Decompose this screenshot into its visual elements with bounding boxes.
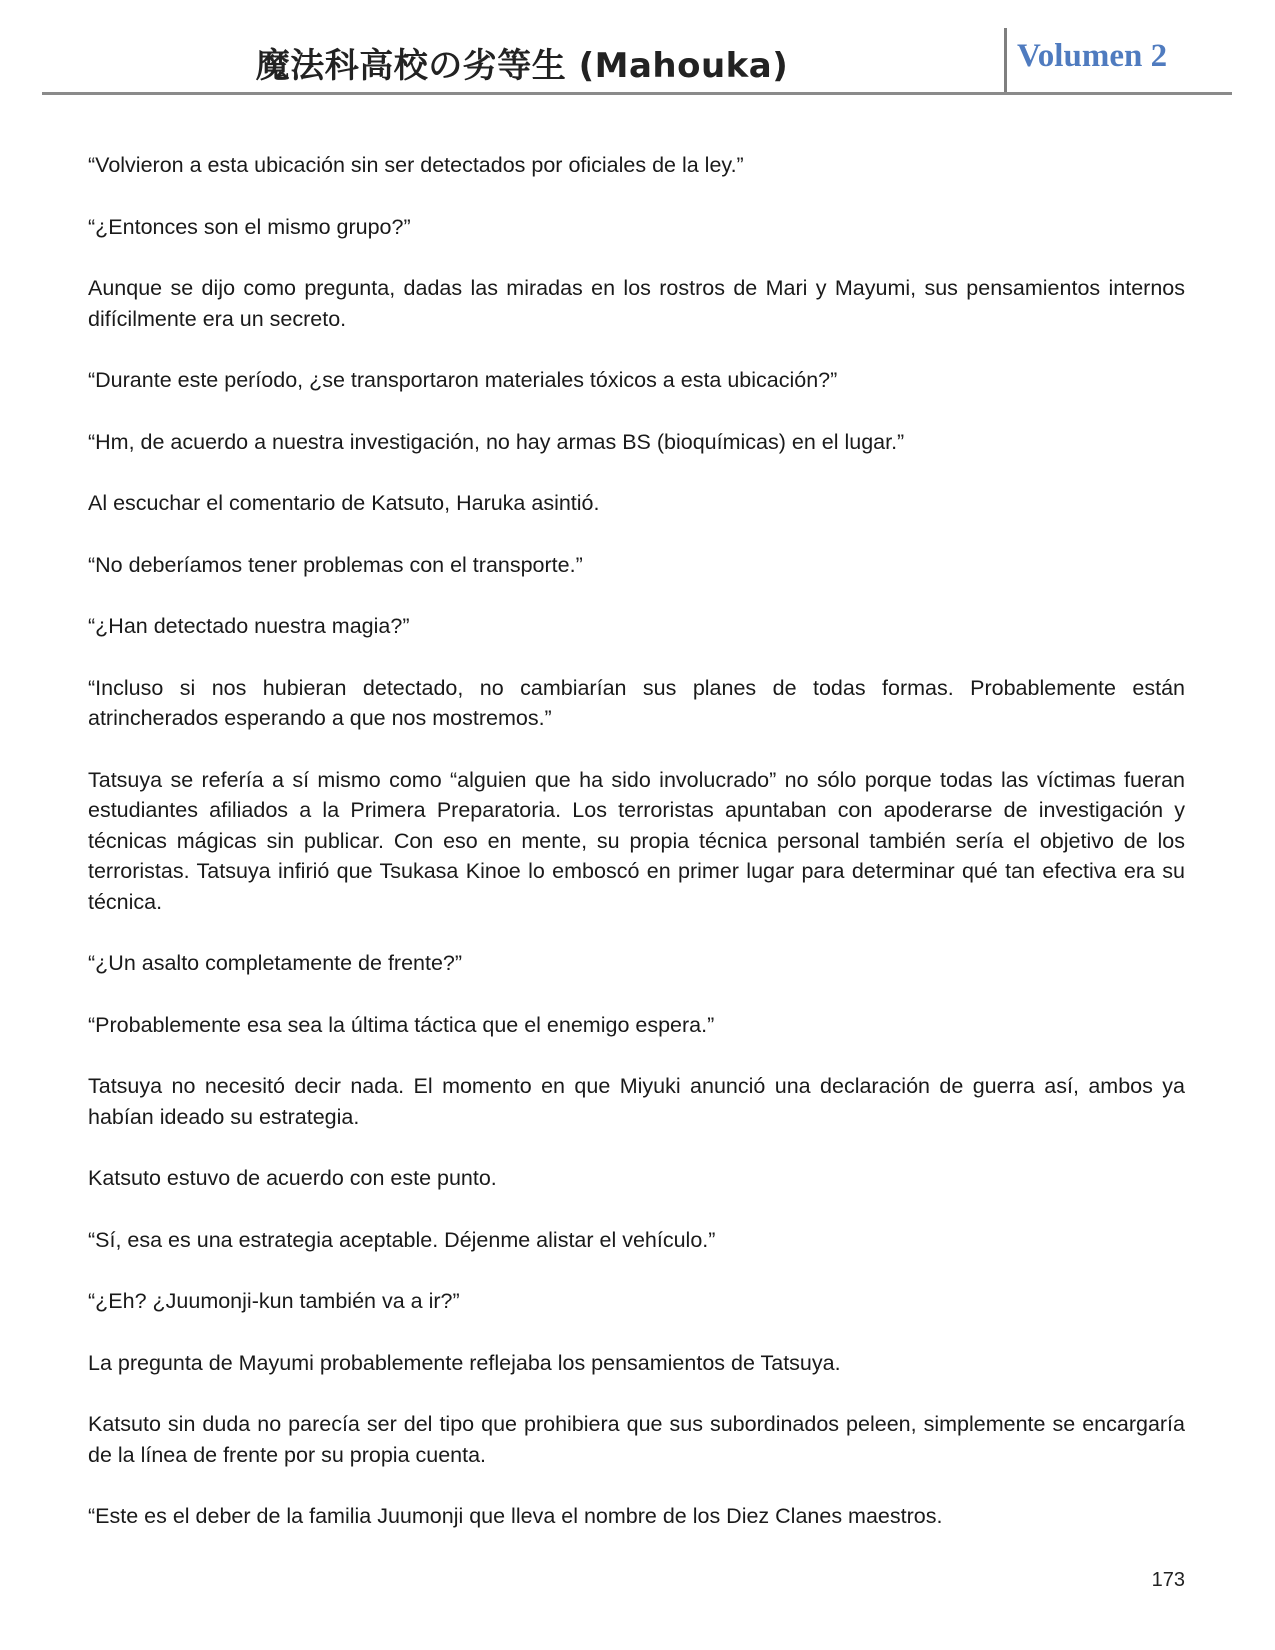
paragraph: Aunque se dijo como pregunta, dadas las miradas en los rostros de Mari y Mayumi, sus pensamientos internos difícilmente era un secreto. bbox=[88, 276, 1185, 331]
paragraph: “Este es el deber de la familia Juumonji que lleva el nombre de los Diez Clanes maestros. bbox=[88, 1504, 943, 1528]
paragraph: “¿Un asalto completamente de frente?” bbox=[88, 951, 463, 975]
body-text bbox=[88, 150, 1185, 1563]
paragraph: “¿Han detectado nuestra magia?” bbox=[88, 614, 410, 638]
paragraph: “¿Eh? ¿Juumonji-kun también va a ir?” bbox=[88, 1289, 460, 1313]
paragraph: Katsuto estuvo de acuerdo con este punto. bbox=[88, 1166, 497, 1190]
paragraph: “Sí, esa es una estrategia aceptable. Déjenme alistar el vehículo.” bbox=[88, 1227, 716, 1252]
book-title: 魔法科高校の劣等生 (Mahouka) bbox=[255, 46, 789, 86]
paragraph: “Durante este período, ¿se transportaron materiales tóxicos a esta ubicación?” bbox=[88, 368, 838, 392]
paragraph: La pregunta de Mayumi probablemente reflejaba los pensamientos de Tatsuya. bbox=[88, 1350, 841, 1375]
header-divider bbox=[1004, 28, 1007, 92]
paragraph: “No deberíamos tener problemas con el transporte.” bbox=[88, 552, 583, 577]
paragraph: Tatsuya se refería a sí mismo como “alguien que ha sido involucrado” no sólo porque todas las víctimas fueran estudiantes afiliados a la Primera Preparatoria. Los terroristas apuntaban con apoderarse de investigación y técnicas mágicas sin publicar. Con eso en mente, su propia técnica personal también sería el objetivo de los terroristas. Tatsuya infirió que Tsukasa Kinoe lo emboscó en primer lugar para determinar qué tan efectiva era su técnica. bbox=[88, 767, 1185, 914]
volume-label: Volumen 2 bbox=[1017, 38, 1168, 74]
paragraph: “Hm, de acuerdo a nuestra investigación, no hay armas BS (bioquímicas) en el lugar.” bbox=[88, 429, 905, 454]
paragraph: “Incluso si nos hubieran detectado, no cambiarían sus planes de todas formas. Probablemente están atrincherados esperando a que nos mostremos.” bbox=[88, 675, 1185, 730]
paragraph: Al escuchar el comentario de Katsuto, Haruka asintió. bbox=[88, 491, 600, 515]
paragraph: “¿Entonces son el mismo grupo?” bbox=[88, 214, 411, 239]
paragraph: Tatsuya no necesitó decir nada. El momento en que Miyuki anunció una declaración de guerra así, ambos ya habían ideado su estrategia. bbox=[88, 1074, 1185, 1129]
page-header bbox=[42, 28, 1232, 95]
paragraph: “Volvieron a esta ubicación sin ser detectados por oficiales de la ley.” bbox=[88, 153, 744, 177]
page-number: 173 bbox=[1151, 1569, 1185, 1591]
paragraph: “Probablemente esa sea la última táctica que el enemigo espera.” bbox=[88, 1012, 715, 1037]
paragraph: Katsuto sin duda no parecía ser del tipo que prohibiera que sus subordinados peleen, simplemente se encargaría de la línea de frente por su propia cuenta. bbox=[88, 1412, 1185, 1467]
